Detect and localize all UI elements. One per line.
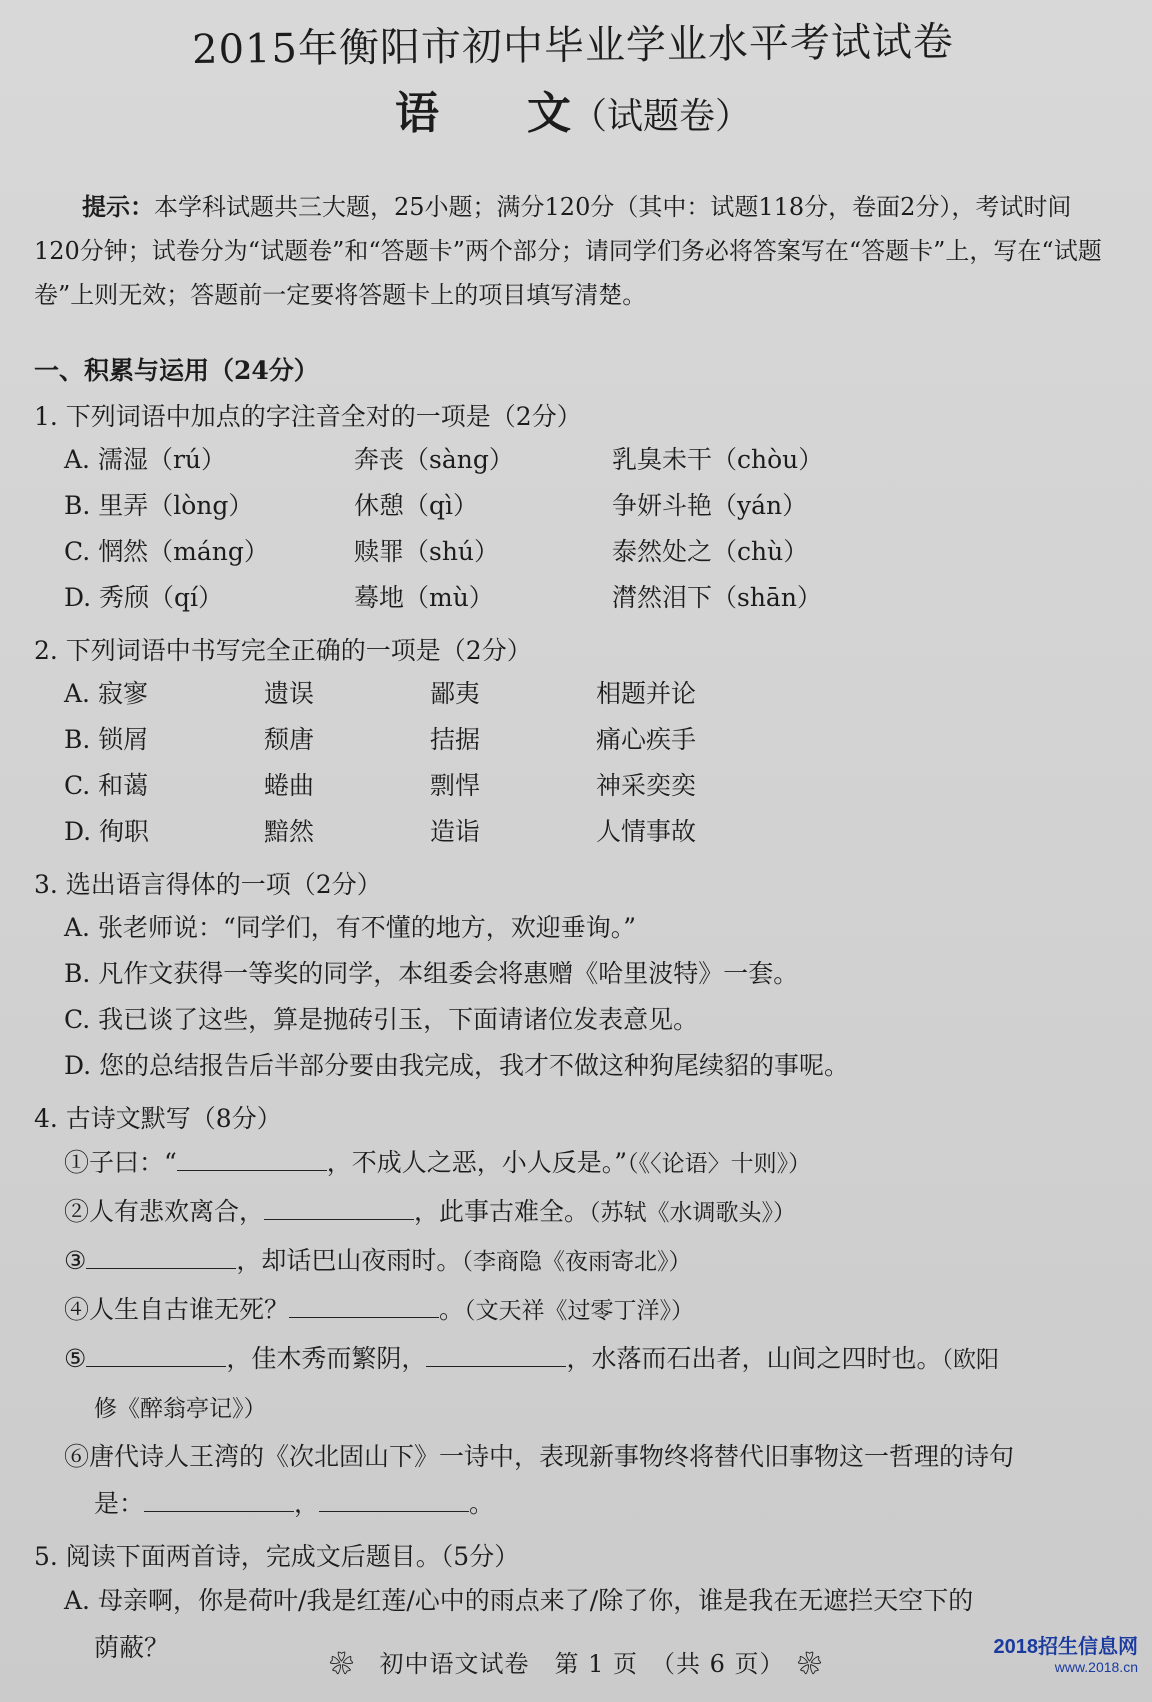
subject-note: （试题卷）: [570, 96, 751, 137]
q2-option-cell: 蜷曲: [264, 771, 315, 800]
answer-blank[interactable]: [86, 1242, 236, 1269]
answer-blank[interactable]: [289, 1291, 439, 1318]
q3-option: D. 您的总结报告后半部分要由我完成，我才不做这种狗尾续貂的事呢。: [64, 1051, 850, 1080]
verse-source: （《〈论语〉十则》）: [627, 1151, 812, 1177]
q2-option-cell: 造诣: [430, 817, 481, 846]
q2-option-row: [64, 671, 1112, 717]
q2-option-row: [64, 717, 1112, 763]
q1-option-row: [64, 529, 1112, 575]
q2-option-cell: D. 徇职: [64, 817, 150, 846]
q1-option-cell: A. 濡湿（rú）: [64, 445, 226, 474]
verse-text: ①子曰：“: [64, 1148, 177, 1177]
q3-option: B. 凡作文获得一等奖的同学，本组委会将惠赠《哈里波特》一套。: [64, 959, 799, 988]
q2-option-cell: 黯然: [264, 817, 315, 846]
verse-source: （苏轼《水调歌头》）: [589, 1200, 797, 1226]
q2-option-row: [64, 763, 1112, 809]
q2-option-cell: B. 锁屑: [64, 725, 149, 754]
verse-source: （欧阳: [941, 1347, 999, 1373]
q4-item-1: [64, 1139, 1112, 1188]
subject-name: 语 文: [394, 88, 571, 139]
verse-source: 修《醉翁亭记》）: [94, 1396, 267, 1422]
verse-text: ，水落而石出者，山间之四时也。: [566, 1344, 942, 1373]
section-heading: 一、积累与运用（24分）: [34, 356, 319, 385]
site-watermark: [994, 1630, 1139, 1675]
q1-option-cell: 休憩（qì）: [354, 491, 478, 520]
verse-text: ，此事古难全。: [414, 1197, 590, 1226]
question-2-stem: 2. 下列词语中书写完全正确的一项是（2分）: [34, 636, 532, 665]
q1-option-cell: 乳臭未干（chòu）: [612, 445, 824, 474]
verse-text: ，佳木秀而繁阴，: [226, 1344, 427, 1373]
q2-option-cell: 人情事故: [596, 817, 697, 846]
q2-option-cell: 遗误: [264, 679, 315, 708]
question-5-stem: 5. 阅读下面两首诗，完成文后题目。（5分）: [34, 1542, 520, 1571]
q5-poem-a-cont: 荫蔽？: [94, 1633, 170, 1662]
q3-option: C. 我已谈了这些，算是抛砖引玉，下面请诸位发表意见。: [64, 1005, 699, 1034]
page-footer: ❀ 初中语文试卷 第 1 页 （共 6 页） ❀: [329, 1650, 823, 1678]
q1-option-row: [64, 483, 1112, 529]
answer-blank[interactable]: [144, 1485, 294, 1512]
q3-option: A. 张老师说：“同学们，有不懂的地方，欢迎垂询。”: [64, 913, 637, 942]
q1-option-cell: 蓦地（mù）: [354, 583, 494, 612]
answer-blank[interactable]: [177, 1144, 327, 1171]
q1-option-cell: 赎罪（shú）: [354, 537, 500, 566]
verse-text: ②人有悲欢离合，: [64, 1197, 265, 1226]
notice-label: 提示：: [82, 192, 154, 221]
q4-item-3: [64, 1237, 1112, 1286]
q2-option-cell: 剽悍: [430, 771, 481, 800]
question-4-stem: 4. 古诗文默写（8分）: [34, 1104, 282, 1133]
q4-item-6: ⑥唐代诗人王湾的《次北固山下》一诗中，表现新事物终将替代旧事物这一哲理的诗句: [64, 1442, 1015, 1471]
q2-option-cell: 颓唐: [264, 725, 315, 754]
answer-blank[interactable]: [426, 1340, 566, 1367]
notice-text: 本学科试题共三大题，25小题；满分120分（其中：试题118分，卷面2分），考试时间120分钟；试卷分为“试题卷”和“答题卡”两个部分；请同学们务必将答案写在“答题卡”上，写在“试题卷”上则无效；答题前一定要将答题卡上的项目填写清楚。: [34, 193, 1102, 309]
subject-title: [34, 77, 1112, 141]
q1-option-cell: 潸然泪下（shān）: [612, 583, 822, 612]
q1-option-row: [64, 437, 1112, 483]
q1-option-cell: 奔丧（sàng）: [354, 445, 514, 474]
verse-source: （李商隐《夜雨寄北》）: [461, 1249, 692, 1275]
verse-text: ，: [294, 1489, 320, 1518]
q2-option-cell: C. 和蔼: [64, 771, 149, 800]
verse-text: 是：: [94, 1489, 145, 1518]
answer-blank[interactable]: [264, 1193, 414, 1220]
q1-option-cell: B. 里弄（lòng）: [64, 491, 254, 520]
q2-option-cell: A. 寂寥: [64, 679, 148, 708]
q5-poem-a: A. 母亲啊，你是荷叶/我是红莲/心中的雨点来了/除了你，谁是我在无遮拦天空下的: [64, 1586, 974, 1615]
watermark-url: www.2018.cn: [1054, 1659, 1138, 1675]
q2-option-cell: 神采奕奕: [596, 771, 697, 800]
q1-option-cell: 泰然处之（chù）: [612, 537, 809, 566]
verse-text: 。: [439, 1295, 465, 1324]
q4-item-4: [64, 1286, 1112, 1335]
q2-option-cell: 鄙夷: [430, 679, 481, 708]
verse-text: ③: [64, 1246, 87, 1275]
q1-option-cell: D. 秀颀（qí）: [64, 583, 224, 612]
verse-text: ④人生自古谁无死？: [64, 1295, 290, 1324]
q2-option-cell: 拮据: [430, 725, 481, 754]
question-1-stem: 1. 下列词语中加点的字注音全对的一项是（2分）: [34, 402, 582, 431]
q4-item-6-cont: [94, 1480, 1112, 1527]
exam-title: 2015年衡阳市初中毕业学业水平考试试卷: [191, 19, 955, 73]
q1-option-cell: C. 惘然（máng）: [64, 537, 269, 566]
q4-item-5: [64, 1335, 1112, 1384]
watermark-title: 2018招生信息网: [993, 1636, 1138, 1658]
q2-option-cell: 痛心疾手: [596, 725, 697, 754]
q2-option-row: [64, 809, 1112, 855]
verse-text: ，却话巴山夜雨时。: [236, 1246, 462, 1275]
question-3-stem: 3. 选出语言得体的一项（2分）: [34, 870, 382, 899]
q1-option-cell: 争妍斗艳（yán）: [612, 491, 808, 520]
verse-text: 。: [469, 1489, 495, 1518]
verse-text: ⑤: [64, 1344, 87, 1373]
verse-source: （文天祥《过零丁洋》）: [464, 1298, 695, 1324]
answer-blank[interactable]: [319, 1485, 469, 1512]
q4-item-5-cont: [94, 1384, 1112, 1433]
notice-paragraph: [34, 185, 1112, 317]
q4-item-2: [64, 1188, 1112, 1237]
verse-text: ，不成人之恶，小人反是。”: [326, 1148, 628, 1177]
answer-blank[interactable]: [86, 1340, 226, 1367]
q2-option-cell: 相题并论: [596, 679, 697, 708]
q1-option-row: [64, 575, 1112, 621]
